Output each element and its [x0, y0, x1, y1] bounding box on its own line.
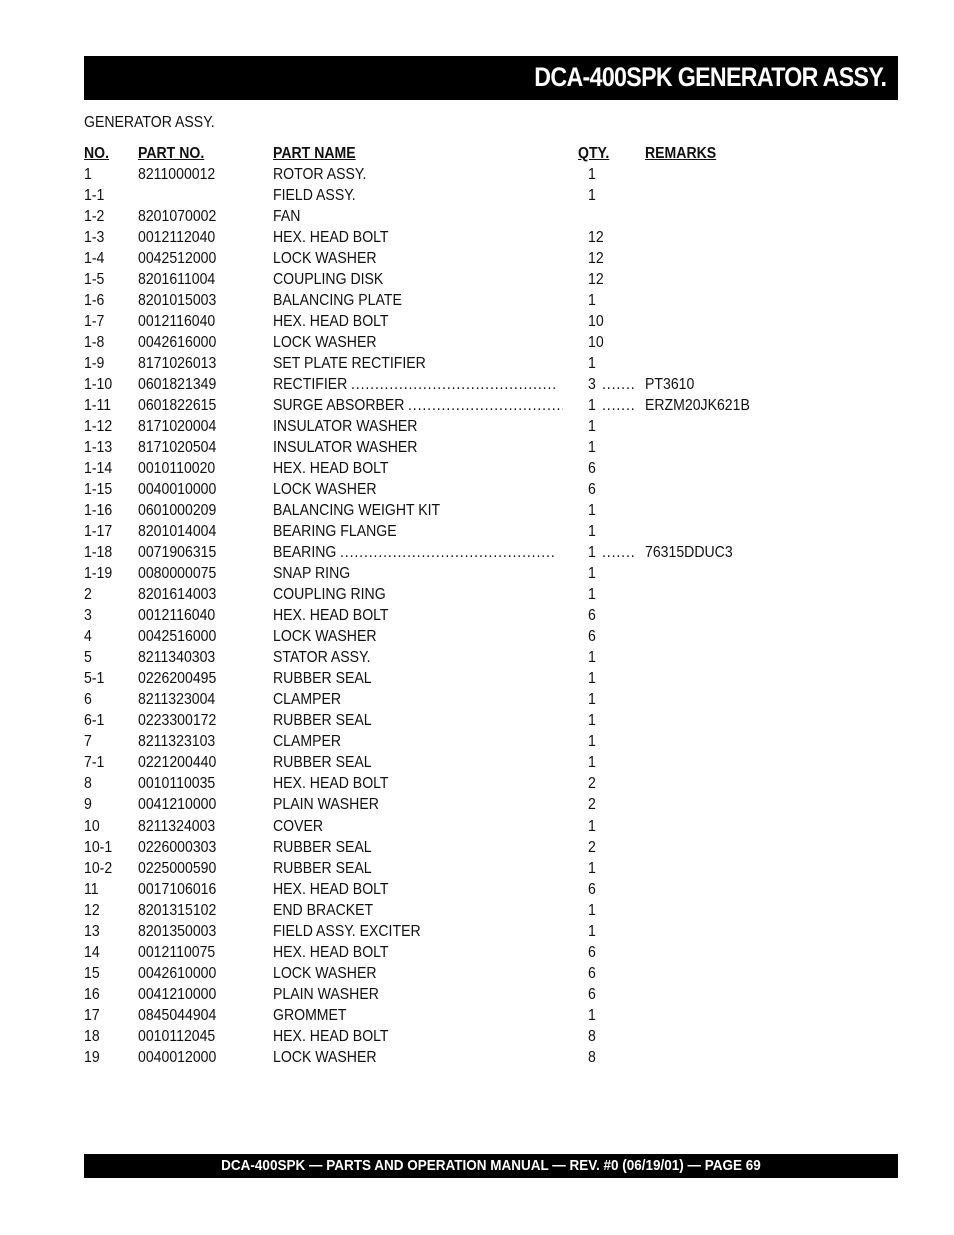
part-number-index: 2 [84, 586, 92, 604]
part-number-index: 17 [84, 1006, 100, 1024]
table-row [84, 837, 844, 858]
qty-cell: 1 [588, 901, 596, 919]
qty-cell: 6 [588, 943, 596, 961]
part-number-index: 1-18 [84, 544, 113, 562]
table-row [84, 794, 844, 815]
qty-cell: 1 [588, 397, 596, 415]
table-row [84, 269, 844, 290]
part-number-index: 6 [84, 691, 92, 709]
part-no-cell: 0012112040 [138, 229, 216, 247]
table-row [84, 500, 844, 521]
table-row [84, 563, 844, 584]
table-row [84, 816, 844, 837]
part-no-cell: 0601821349 [138, 376, 217, 394]
remarks-leader-dots [602, 374, 636, 395]
part-number-index: 1-11 [84, 397, 112, 415]
table-row [84, 437, 844, 458]
qty-cell: 1 [588, 586, 596, 604]
column-header-qty: QTY. [578, 145, 610, 162]
part-number-index: 1-16 [84, 502, 113, 520]
part-name-cell: INSULATOR WASHER [273, 439, 418, 457]
table-row [84, 773, 844, 794]
part-number-index: 1 [84, 166, 92, 184]
table-header [84, 143, 844, 164]
table-row [84, 206, 844, 227]
qty-cell: 6 [588, 880, 596, 898]
part-number-index: 1-19 [84, 565, 113, 583]
table-row [84, 1005, 844, 1026]
table-row [84, 521, 844, 542]
qty-cell: 1 [588, 691, 596, 709]
leader-dots [340, 542, 554, 563]
part-no-cell: 8201350003 [138, 922, 217, 940]
part-no-cell: 8211323103 [138, 733, 216, 751]
qty-cell: 8 [588, 1048, 596, 1066]
table-row [84, 395, 844, 416]
part-name-cell: SET PLATE RECTIFIER [273, 355, 426, 373]
part-number-index: 14 [84, 943, 100, 961]
part-name-cell: HEX. HEAD BOLT [273, 775, 389, 793]
qty-cell: 10 [588, 313, 604, 331]
table-row [84, 164, 844, 185]
part-no-cell: 0012116040 [138, 607, 216, 625]
table-row [84, 311, 844, 332]
part-number-index: 5 [84, 649, 92, 667]
footer-text: DCA-400SPK — PARTS AND OPERATION MANUAL — REV. #0 (06/19/01) — PAGE 69 [221, 1157, 761, 1174]
part-no-cell: 8171026013 [138, 355, 217, 373]
part-no-cell: 0012116040 [138, 313, 216, 331]
part-number-index: 16 [84, 985, 100, 1003]
part-number-index: 1-13 [84, 439, 113, 457]
part-name-cell: PLAIN WASHER [273, 985, 379, 1003]
part-name-cell: ROTOR ASSY. [273, 166, 367, 184]
qty-cell: 1 [588, 859, 596, 877]
part-no-cell: 0042616000 [138, 334, 217, 352]
qty-cell: 1 [588, 754, 596, 772]
qty-cell: 6 [588, 985, 596, 1003]
table-row [84, 1047, 844, 1068]
footer-bar [84, 1154, 898, 1178]
part-number-index: 12 [84, 901, 100, 919]
column-header-part-name: PART NAME [273, 145, 356, 162]
part-no-cell: 8201070002 [138, 208, 217, 226]
table-row [84, 710, 844, 731]
leader-dots [408, 395, 562, 416]
part-number-index: 1-6 [84, 292, 105, 310]
section-label: GENERATOR ASSY. [84, 114, 215, 131]
table-row [84, 984, 844, 1005]
qty-cell: 1 [588, 187, 596, 205]
part-name-cell: FIELD ASSY. EXCITER [273, 922, 421, 940]
part-no-cell: 0221200440 [138, 754, 217, 772]
part-name-cell: HEX. HEAD BOLT [273, 229, 389, 247]
qty-cell: 6 [588, 481, 596, 499]
qty-cell: 2 [588, 796, 596, 814]
part-name-cell: HEX. HEAD BOLT [273, 1027, 389, 1045]
qty-cell: 1 [588, 544, 596, 562]
qty-cell: 2 [588, 838, 596, 856]
qty-cell: 1 [588, 649, 596, 667]
column-header-part-no: PART NO. [138, 145, 205, 162]
part-no-cell: 0080000075 [138, 565, 217, 583]
table-row [84, 921, 844, 942]
part-name-cell: SURGE ABSORBER [273, 397, 405, 415]
table-row [84, 647, 844, 668]
part-name-cell: LOCK WASHER [273, 964, 377, 982]
qty-cell: 1 [588, 502, 596, 520]
part-number-index: 9 [84, 796, 92, 814]
part-no-cell: 0071906315 [138, 544, 217, 562]
qty-cell: 1 [588, 1006, 596, 1024]
remarks-leader-dots [602, 395, 636, 416]
qty-cell: 1 [588, 166, 596, 184]
part-name-cell: COUPLING RING [273, 586, 386, 604]
table-body [84, 164, 844, 1068]
part-name-cell: BALANCING WEIGHT KIT [273, 502, 441, 520]
part-number-index: 1-4 [84, 250, 105, 268]
table-row [84, 668, 844, 689]
part-no-cell: 8211000012 [138, 166, 216, 184]
qty-cell: 1 [588, 712, 596, 730]
qty-cell: 1 [588, 523, 596, 541]
qty-cell: 3 [588, 376, 596, 394]
part-name-cell: CLAMPER [273, 733, 342, 751]
page-title: DCA-400SPK GENERATOR ASSY. [533, 62, 886, 92]
qty-cell: 1 [588, 565, 596, 583]
remarks-cell: PT3610 [645, 376, 695, 394]
table-row [84, 542, 844, 563]
part-number-index: 18 [84, 1027, 100, 1045]
table-row [84, 416, 844, 437]
part-no-cell: 0225000590 [138, 859, 217, 877]
part-number-index: 1-17 [84, 523, 113, 541]
part-name-cell: FAN [273, 208, 301, 226]
part-number-index: 1-12 [84, 418, 113, 436]
part-name-cell: COVER [273, 817, 324, 835]
part-number-index: 1-7 [84, 313, 105, 331]
remarks-cell: 76315DDUC3 [645, 544, 733, 562]
part-name-cell: STATOR ASSY. [273, 649, 371, 667]
part-name-cell: RUBBER SEAL [273, 838, 372, 856]
part-no-cell: 0017106016 [138, 880, 217, 898]
table-row [84, 858, 844, 879]
qty-cell: 6 [588, 607, 596, 625]
part-no-cell: 0042610000 [138, 964, 217, 982]
part-no-cell: 8201614003 [138, 586, 217, 604]
part-number-index: 1-15 [84, 481, 113, 499]
part-no-cell: 8211323004 [138, 691, 216, 709]
part-no-cell: 8171020004 [138, 418, 217, 436]
part-name-cell: BALANCING PLATE [273, 292, 402, 310]
part-name-cell: RUBBER SEAL [273, 754, 372, 772]
part-number-index: 1-8 [84, 334, 105, 352]
part-name-cell: RUBBER SEAL [273, 712, 372, 730]
table-row [84, 689, 844, 710]
table-row [84, 248, 844, 269]
part-no-cell: 0601822615 [138, 397, 217, 415]
part-number-index: 13 [84, 922, 100, 940]
part-no-cell: 8211340303 [138, 649, 216, 667]
part-no-cell: 0010110020 [138, 460, 216, 478]
part-no-cell: 0041210000 [138, 985, 217, 1003]
part-number-index: 1-1 [84, 187, 105, 205]
part-number-index: 1-14 [84, 460, 113, 478]
part-no-cell: 0010112045 [138, 1027, 216, 1045]
part-no-cell: 0226000303 [138, 838, 217, 856]
qty-cell: 1 [588, 439, 596, 457]
part-number-index: 1-5 [84, 271, 105, 289]
part-name-cell: LOCK WASHER [273, 250, 377, 268]
part-name-cell: BEARING FLANGE [273, 523, 397, 541]
part-number-index: 11 [84, 880, 99, 898]
table-row [84, 626, 844, 647]
qty-cell: 12 [588, 271, 604, 289]
table-row [84, 605, 844, 626]
part-number-index: 7 [84, 733, 92, 751]
part-name-cell: HEX. HEAD BOLT [273, 880, 389, 898]
part-no-cell: 8201315102 [138, 901, 217, 919]
part-number-index: 7-1 [84, 754, 105, 772]
table-row [84, 942, 844, 963]
part-no-cell: 0601000209 [138, 502, 217, 520]
part-no-cell: 0226200495 [138, 670, 217, 688]
part-no-cell: 0041210000 [138, 796, 217, 814]
part-name-cell: RUBBER SEAL [273, 859, 372, 877]
part-name-cell: LOCK WASHER [273, 1048, 377, 1066]
part-name-cell: HEX. HEAD BOLT [273, 313, 389, 331]
part-name-cell: LOCK WASHER [273, 334, 377, 352]
table-row [84, 900, 844, 921]
part-number-index: 6-1 [84, 712, 105, 730]
part-name-cell: COUPLING DISK [273, 271, 384, 289]
table-row [84, 290, 844, 311]
title-bar [84, 56, 898, 100]
part-no-cell: 0223300172 [138, 712, 217, 730]
part-number-index: 5-1 [84, 670, 105, 688]
part-no-cell: 8201611004 [138, 271, 216, 289]
table-row [84, 963, 844, 984]
part-name-cell: INSULATOR WASHER [273, 418, 418, 436]
leader-dots [351, 374, 556, 395]
part-name-cell: SNAP RING [273, 565, 351, 583]
table-row [84, 227, 844, 248]
part-number-index: 1-9 [84, 355, 105, 373]
table-row [84, 752, 844, 773]
part-name-cell: HEX. HEAD BOLT [273, 943, 389, 961]
table-row [84, 458, 844, 479]
qty-cell: 1 [588, 418, 596, 436]
qty-cell: 6 [588, 460, 596, 478]
qty-cell: 6 [588, 628, 596, 646]
qty-cell: 1 [588, 292, 596, 310]
qty-cell: 12 [588, 250, 604, 268]
part-no-cell: 0042512000 [138, 250, 217, 268]
qty-cell: 6 [588, 964, 596, 982]
column-header-remarks: REMARKS [645, 145, 717, 162]
table-row [84, 374, 844, 395]
qty-cell: 10 [588, 334, 604, 352]
qty-cell: 1 [588, 817, 596, 835]
part-name-cell: END BRACKET [273, 901, 374, 919]
part-name-cell: HEX. HEAD BOLT [273, 607, 389, 625]
part-name-cell: FIELD ASSY. [273, 187, 356, 205]
part-name-cell: PLAIN WASHER [273, 796, 379, 814]
qty-cell: 1 [588, 733, 596, 751]
part-name-cell: BEARING [273, 544, 337, 562]
part-number-index: 10-1 [84, 838, 113, 856]
qty-cell: 8 [588, 1027, 596, 1045]
qty-cell: 12 [588, 229, 604, 247]
part-number-index: 15 [84, 964, 100, 982]
part-name-cell: RECTIFIER [273, 376, 348, 394]
part-number-index: 1-3 [84, 229, 105, 247]
part-no-cell: 8171020504 [138, 439, 217, 457]
part-no-cell: 0845044904 [138, 1006, 217, 1024]
column-header-no: NO. [84, 145, 110, 162]
part-number-index: 19 [84, 1048, 100, 1066]
remarks-leader-dots [602, 542, 636, 563]
table-row [84, 353, 844, 374]
table-row [84, 879, 844, 900]
part-name-cell: LOCK WASHER [273, 481, 377, 499]
table-row [84, 185, 844, 206]
part-name-cell: HEX. HEAD BOLT [273, 460, 389, 478]
part-no-cell: 8211324003 [138, 817, 216, 835]
table-row [84, 584, 844, 605]
part-no-cell: 0040012000 [138, 1048, 217, 1066]
table-row [84, 1026, 844, 1047]
qty-cell: 1 [588, 355, 596, 373]
qty-cell: 1 [588, 670, 596, 688]
part-no-cell: 8201014004 [138, 523, 217, 541]
part-number-index: 3 [84, 607, 92, 625]
table-row [84, 479, 844, 500]
part-no-cell: 0042516000 [138, 628, 217, 646]
part-number-index: 1-2 [84, 208, 105, 226]
part-no-cell: 8201015003 [138, 292, 217, 310]
parts-table [84, 143, 844, 1068]
part-name-cell: RUBBER SEAL [273, 670, 372, 688]
part-number-index: 8 [84, 775, 92, 793]
part-name-cell: CLAMPER [273, 691, 342, 709]
part-no-cell: 0010110035 [138, 775, 216, 793]
table-row [84, 332, 844, 353]
part-no-cell: 0040010000 [138, 481, 217, 499]
part-number-index: 10-2 [84, 859, 113, 877]
part-number-index: 1-10 [84, 376, 113, 394]
qty-cell: 2 [588, 775, 596, 793]
remarks-cell: ERZM20JK621B [645, 397, 750, 415]
part-name-cell: LOCK WASHER [273, 628, 377, 646]
part-number-index: 10 [84, 817, 100, 835]
part-no-cell: 0012110075 [138, 943, 216, 961]
part-name-cell: GROMMET [273, 1006, 347, 1024]
table-row [84, 731, 844, 752]
part-number-index: 4 [84, 628, 92, 646]
qty-cell: 1 [588, 922, 596, 940]
